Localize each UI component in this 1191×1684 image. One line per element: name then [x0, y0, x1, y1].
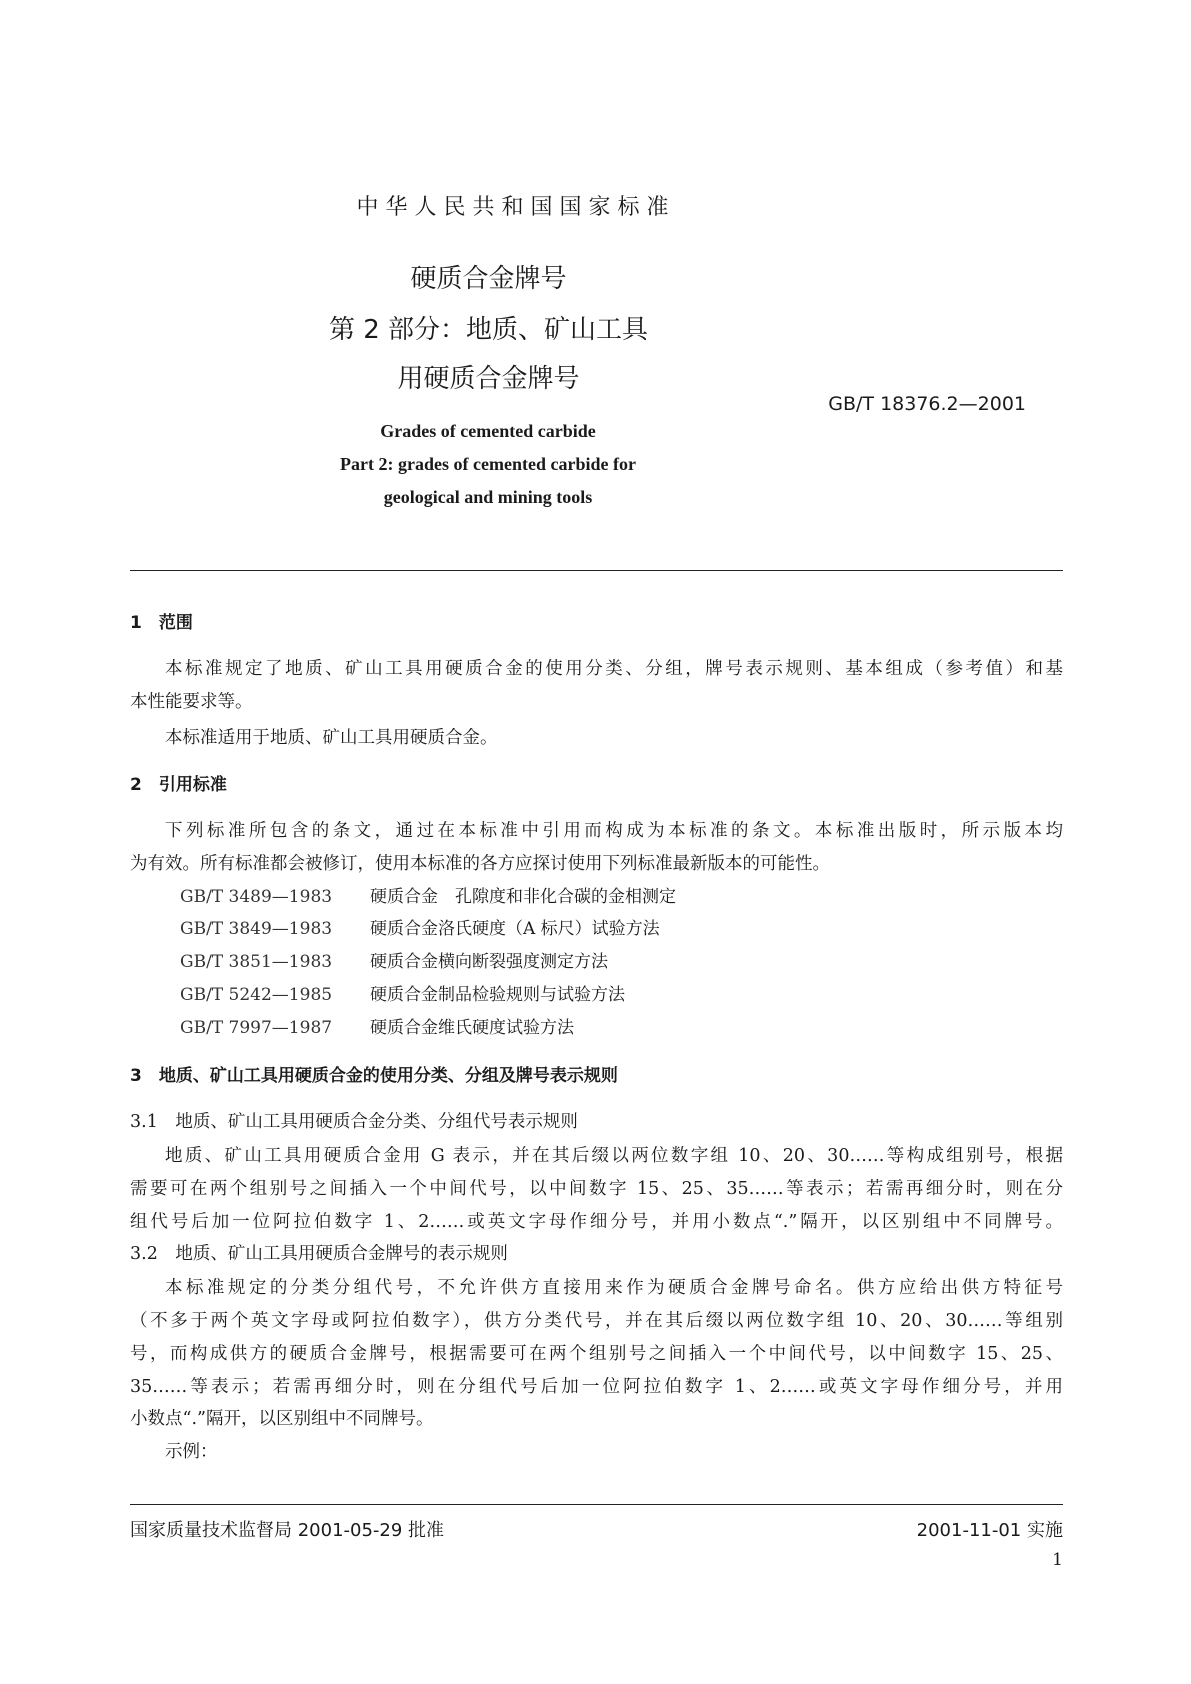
example-label: 示例： — [165, 1442, 218, 1462]
section-3-2-heading: 3.2 地质、矿山工具用硬质合金牌号的表示规则 — [130, 1244, 508, 1264]
title-line-1: 硬质合金牌号 — [410, 264, 567, 294]
standard-number: GB/T 18376.2—2001 — [828, 393, 1026, 415]
paragraph-line: 本标准规定了地质、矿山工具用硬质合金的使用分类、分组，牌号表示规则、基本组成（参考值）和基 — [165, 659, 1063, 679]
reference-title: 硬质合金横向断裂强度测定方法 — [370, 952, 608, 972]
paragraph-line: 本性能要求等。 — [130, 692, 253, 712]
english-title-line-3: geological and mining tools — [383, 487, 593, 507]
section-3-heading: 3 地质、矿山工具用硬质合金的使用分类、分组及牌号表示规则 — [130, 1066, 618, 1086]
reference-item — [180, 950, 608, 974]
reference-code: GB/T 7997—1987 — [180, 1018, 333, 1038]
page-number: 1 — [1052, 1550, 1063, 1570]
reference-code: GB/T 3849—1983 — [180, 919, 333, 939]
reference-code: GB/T 3851—1983 — [180, 952, 333, 972]
national-standard-label: 中 华 人 民 共 和 国 国 家 标 准 — [356, 195, 669, 220]
header-divider — [130, 570, 1063, 571]
paragraph-line: （不多于两个英文字母或阿拉伯数字），供方分类代号，并在其后缀以两位数字组 10、20、30……等组别 — [130, 1311, 1063, 1331]
english-title-line-1: Grades of cemented carbide — [380, 421, 596, 441]
reference-title: 硬质合金洛氏硬度（A 标尺）试验方法 — [370, 919, 660, 939]
paragraph-line: 组代号后加一位阿拉伯数字 1、2……或英文字母作细分号，并用小数点“.”隔开，以区别组中不同牌号。 — [130, 1212, 1063, 1232]
reference-item — [180, 983, 625, 1007]
reference-item — [180, 1016, 574, 1040]
section-2-heading: 2 引用标准 — [130, 775, 227, 795]
section-3-1-heading: 3.1 地质、矿山工具用硬质合金分类、分组代号表示规则 — [130, 1112, 578, 1132]
paragraph-line: 本标准适用于地质、矿山工具用硬质合金。 — [165, 728, 498, 748]
paragraph-line: 下列标准所包含的条文，通过在本标准中引用而构成为本标准的条文。本标准出版时，所示版本均 — [165, 821, 1063, 841]
reference-title: 硬质合金 孔隙度和非化合碳的金相测定 — [370, 887, 676, 907]
paragraph-line: 35……等表示；若需再细分时，则在分组代号后加一位阿拉伯数字 1、2……或英文字母作细分号，并用 — [130, 1377, 1063, 1397]
english-title-line-2: Part 2: grades of cemented carbide for — [340, 454, 636, 474]
implementation-date: 2001-11-01 实施 — [916, 1520, 1063, 1541]
paragraph-line: 小数点“.”隔开，以区别组中不同牌号。 — [130, 1409, 434, 1429]
title-line-2: 第 2 部分：地质、矿山工具 — [328, 315, 649, 345]
approval-date: 国家质量技术监督局 2001-05-29 批准 — [130, 1520, 445, 1541]
section-1-heading: 1 范围 — [130, 613, 193, 633]
paragraph-line: 本标准规定的分类分组代号，不允许供方直接用来作为硬质合金牌号命名。供方应给出供方特征号 — [165, 1278, 1063, 1298]
reference-title: 硬质合金维氏硬度试验方法 — [370, 1018, 574, 1038]
reference-code: GB/T 5242—1985 — [180, 985, 333, 1005]
paragraph-line: 地质、矿山工具用硬质合金用 G 表示，并在其后缀以两位数字组 10、20、30……等构成组别号，根据 — [165, 1146, 1063, 1166]
reference-item — [180, 885, 676, 909]
paragraph-line: 为有效。所有标准都会被修订，使用本标准的各方应探讨使用下列标准最新版本的可能性。 — [130, 854, 830, 874]
reference-title: 硬质合金制品检验规则与试验方法 — [370, 985, 625, 1005]
reference-item — [180, 917, 660, 941]
footer-divider — [130, 1504, 1063, 1505]
reference-code: GB/T 3489—1983 — [180, 887, 333, 907]
paragraph-line: 号，而构成供方的硬质合金牌号，根据需要可在两个组别号之间插入一个中间代号，以中间数字 15、25、 — [130, 1344, 1063, 1364]
title-line-3: 用硬质合金牌号 — [397, 364, 580, 394]
paragraph-line: 需要可在两个组别号之间插入一个中间代号，以中间数字 15、25、35……等表示；若需再细分时，则在分 — [130, 1179, 1063, 1199]
